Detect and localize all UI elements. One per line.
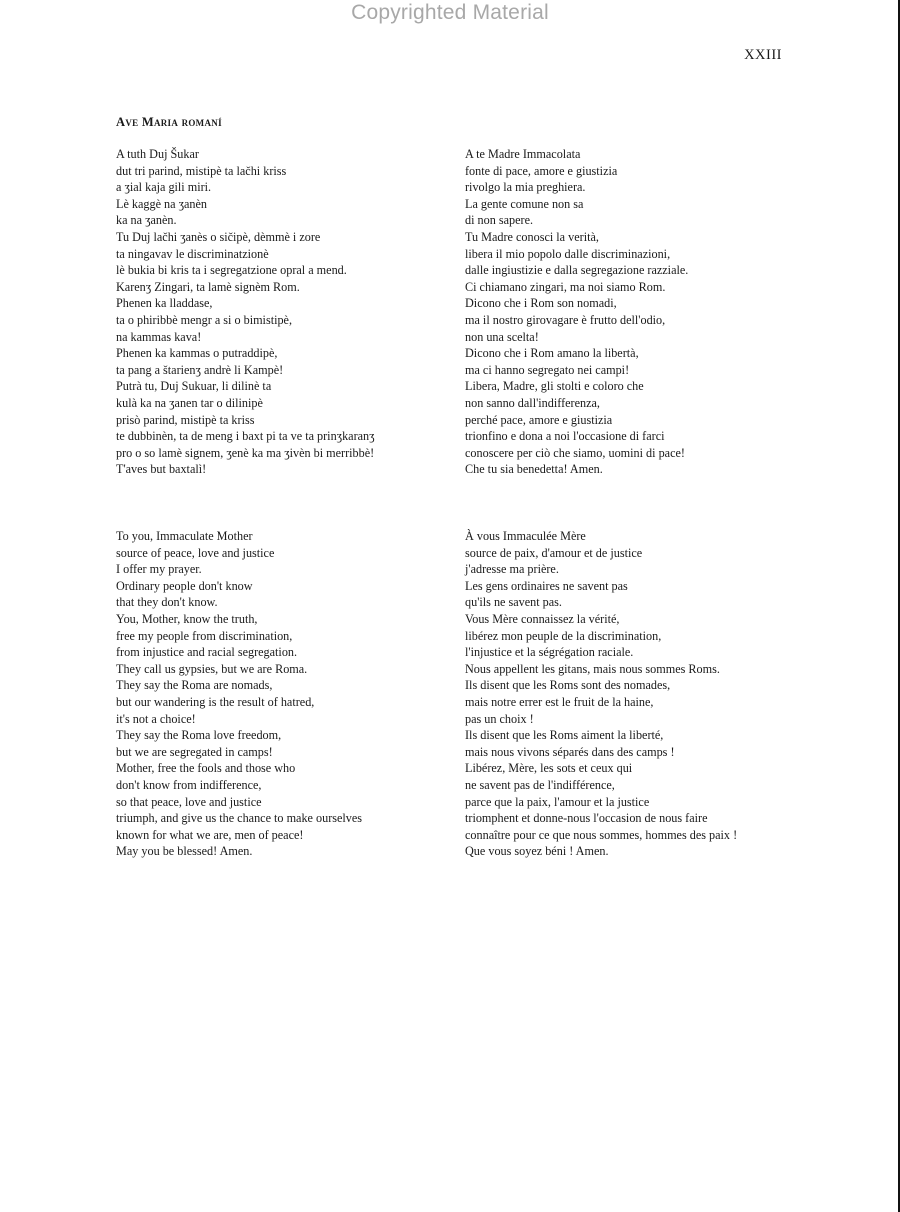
poem-line: it's not a choice! <box>116 711 196 726</box>
poem-line: that they don't know. <box>116 595 218 610</box>
poem-line: À vous Immaculée Mère <box>465 529 586 543</box>
poem-line: pas un choix ! <box>465 711 534 726</box>
poem-line: j'adresse ma prière. <box>465 562 559 577</box>
poem-line: ma il nostro girovagare è frutto dell'odio, <box>465 312 666 327</box>
page-number: XXIII <box>744 47 782 63</box>
poem-line: a ʒial kaja gili miri. <box>116 180 212 195</box>
poem-line: Karenʒ Zingari, ta lamè signèm Rom. <box>116 279 300 294</box>
poem-line: pro o so lamè signem, ʒenè ka ma ʒivèn bi merribbè! <box>116 445 375 460</box>
poem-line: di non sapere. <box>465 213 534 228</box>
poem-line: Vous Mère connaissez la vérité, <box>465 611 620 626</box>
poem-line: non una scelta! <box>465 329 539 344</box>
poem-line: To you, Immaculate Mother <box>116 529 253 543</box>
french-stanza <box>465 528 805 860</box>
poem-line: dut tri parind, mistipè ta lačhi kriss <box>116 163 287 178</box>
poem-line: ka na ʒanèn. <box>116 213 177 228</box>
poem-line: fonte di pace, amore e giustizia <box>465 163 618 178</box>
poem-line: triomphent et donne-nous l'occasion de nous faire <box>465 811 708 826</box>
poem-line: Tu Duj lačhi ʒanès o sičipè, dèmmè i zore <box>116 229 321 244</box>
poem-line: Che tu sia benedetta! Amen. <box>465 462 603 477</box>
poem-line: Dicono che i Rom amano la libertà, <box>465 346 639 361</box>
italian-stanza <box>465 146 805 478</box>
copyright-watermark: Copyrighted Material <box>351 1 549 24</box>
poem-line: Ci chiamano zingari, ma noi siamo Rom. <box>465 279 666 294</box>
poem-line: conoscere per ciò che siamo, uomini di pace! <box>465 445 685 460</box>
poem-line: triumph, and give us the chance to make ourselves <box>116 811 363 826</box>
poem-line: source of peace, love and justice <box>116 545 275 560</box>
poem-line: l'injustice et la ségrégation raciale. <box>465 645 634 660</box>
poem-line: Que vous soyez béni ! Amen. <box>465 844 609 859</box>
poem-line: Phenen ka lladdase, <box>116 296 213 311</box>
english-stanza <box>116 528 456 860</box>
poem-line: I offer my prayer. <box>116 562 202 577</box>
poem-line: source de paix, d'amour et de justice <box>465 545 643 560</box>
poem-line: qu'ils ne savent pas. <box>465 595 562 610</box>
poem-line: Phenen ka kammas o putraddipè, <box>116 346 278 361</box>
poem-line: A tuth Duj Šukar <box>116 147 199 161</box>
poem-line: na kammas kava! <box>116 329 202 344</box>
romani-stanza <box>116 146 456 478</box>
poem-line: Libérez, Mère, les sots et ceux qui <box>465 761 633 776</box>
poem-line: Putrà tu, Duj Sukuar, li dilinè ta <box>116 379 272 394</box>
poem-line: They call us gypsies, but we are Roma. <box>116 661 308 676</box>
poem-line: non sanno dall'indifferenza, <box>465 395 600 410</box>
poem-line: ma ci hanno segregato nei campi! <box>465 362 630 377</box>
poem-line: prisò parind, mistipè ta kriss <box>116 412 255 427</box>
poem-line: lè bukia bi kris ta i segregatzione opral a mend. <box>116 263 347 278</box>
poem-title: Ave Maria romaní <box>116 115 222 129</box>
poem-line: but we are segregated in camps! <box>116 744 273 759</box>
poem-line: ta o phiribbè mengr a si o bimistipè, <box>116 312 293 327</box>
poem-line: rivolgo la mia preghiera. <box>465 180 586 195</box>
poem-line: kulà ka na ʒanen tar o dilinipè <box>116 395 263 410</box>
poem-line: mais nous vivons séparés dans des camps ! <box>465 744 675 759</box>
poem-line: te dubbinèn, ta de meng i baxt pi ta ve ta prinʒkaranʒ <box>116 429 375 444</box>
poem-line: May you be blessed! Amen. <box>116 844 253 859</box>
poem-line: don't know from indifference, <box>116 777 262 792</box>
poem-line: ne savent pas de l'indifférence, <box>465 777 615 792</box>
poem-line: connaître pour ce que nous sommes, hommes des paix ! <box>465 827 738 842</box>
poem-line: Tu Madre conosci la verità, <box>465 229 599 244</box>
poem-line: Lè kaggè na ʒanèn <box>116 196 208 211</box>
poem-line: You, Mother, know the truth, <box>116 611 258 626</box>
poem-line: Ils disent que les Roms sont des nomades, <box>465 678 671 693</box>
poem-line: libérez mon peuple de la discrimination, <box>465 628 662 643</box>
poem-line: La gente comune non sa <box>465 196 584 211</box>
poem-line: Les gens ordinaires ne savent pas <box>465 578 628 593</box>
poem-line: ta pang a štarienʒ andrè li Kampè! <box>116 362 284 377</box>
poem-line: Ils disent que les Roms aiment la liberté, <box>465 728 664 743</box>
poem-line: dalle ingiustizie e dalla segregazione razziale. <box>465 263 689 278</box>
poem-line: from injustice and racial segregation. <box>116 645 298 660</box>
poem-line: ta ningavav le discriminatzionè <box>116 246 269 261</box>
poem-line: parce que la paix, l'amour et la justice <box>465 794 650 809</box>
poem-line: trionfino e dona a noi l'occasione di farci <box>465 429 665 444</box>
poem-line: Dicono che i Rom son nomadi, <box>465 296 617 311</box>
poem-line: Mother, free the fools and those who <box>116 761 296 776</box>
poem-line: T'aves but baxtalì! <box>116 462 207 477</box>
poem-line: known for what we are, men of peace! <box>116 827 304 842</box>
poem-line: They say the Roma love freedom, <box>116 728 282 743</box>
poem-line: Nous appellent les gitans, mais nous sommes Roms. <box>465 661 720 676</box>
poem-line: but our wandering is the result of hatred, <box>116 694 315 709</box>
poem-line: libera il mio popolo dalle discriminazioni, <box>465 246 671 261</box>
poem-line: mais notre errer est le fruit de la haine, <box>465 694 654 709</box>
poem-line: Libera, Madre, gli stolti e coloro che <box>465 379 644 394</box>
poem-line: They say the Roma are nomads, <box>116 678 273 693</box>
poem-line: A te Madre Immacolata <box>465 147 581 161</box>
poem-line: perché pace, amore e giustizia <box>465 412 613 427</box>
poem-line: free my people from discrimination, <box>116 628 293 643</box>
poem-line: Ordinary people don't know <box>116 578 253 593</box>
poem-line: so that peace, love and justice <box>116 794 262 809</box>
